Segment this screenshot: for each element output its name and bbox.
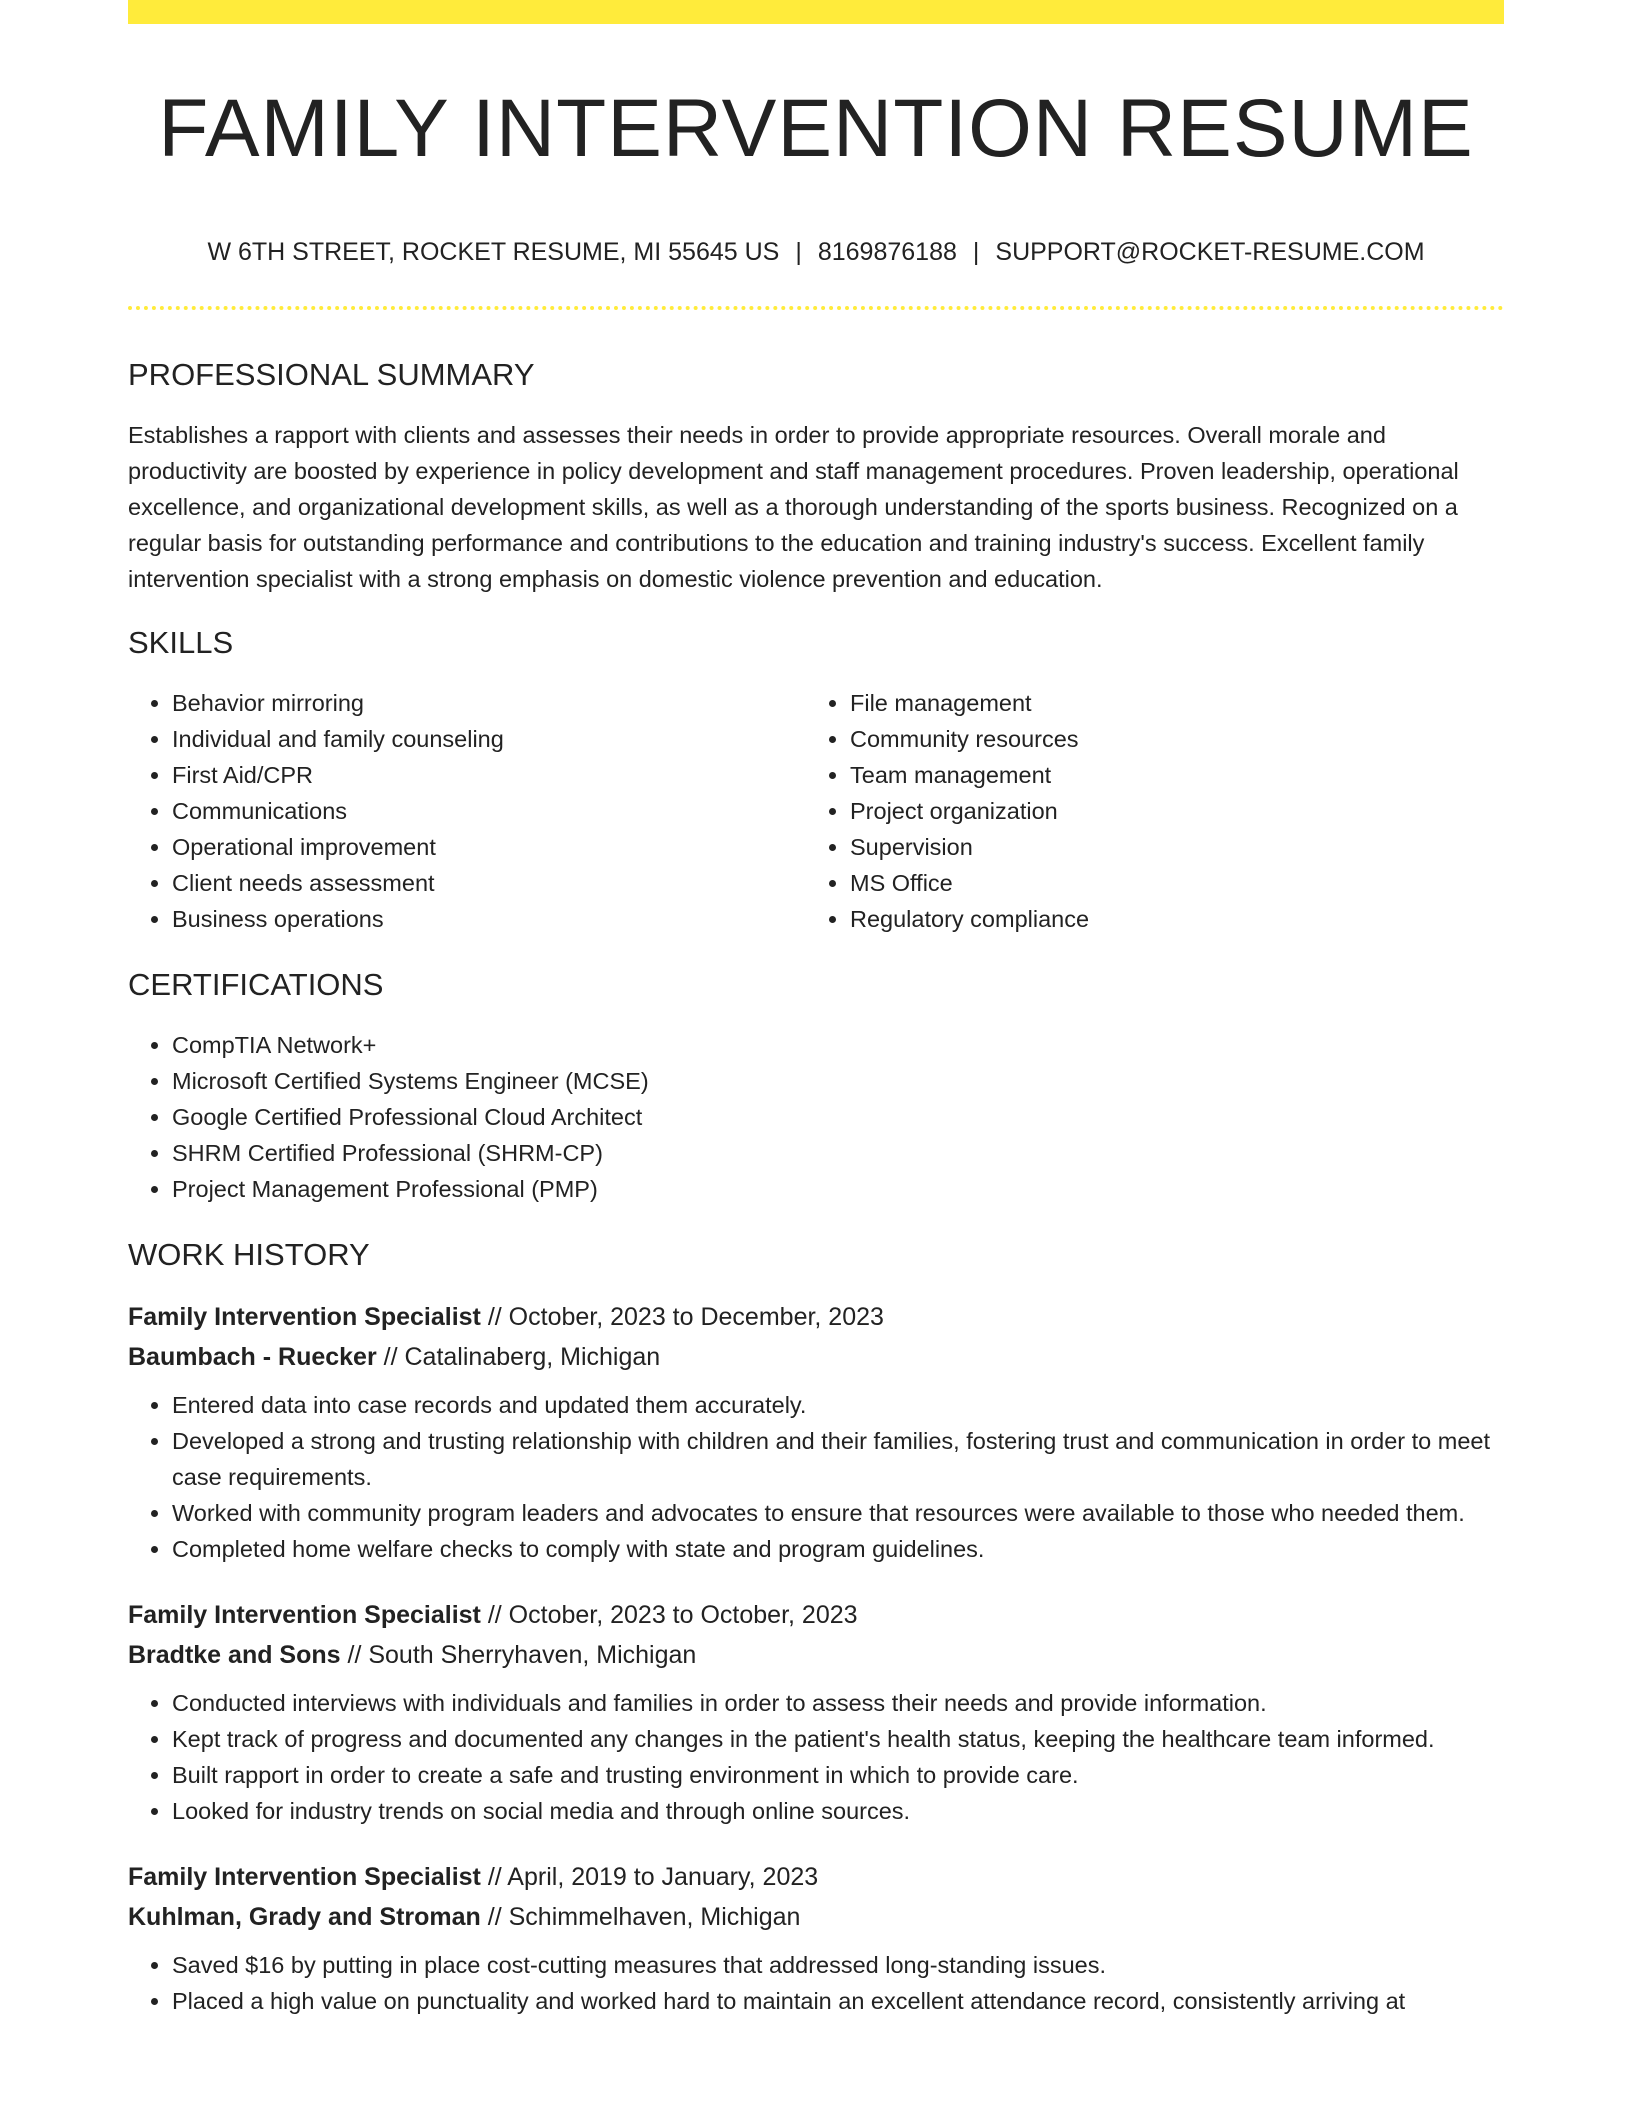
resume-title: FAMILY INTERVENTION RESUME [158, 83, 1474, 174]
certifications-list [128, 1027, 1504, 1207]
job-bullet: • Kept track of progress and documented any changes in the patient's health status, keeping the healthcare team informed. [172, 1721, 1504, 1757]
job-bullet: • Completed home welfare checks to comply with state and program guidelines. [172, 1531, 1504, 1567]
skill-item: • First Aid/CPR [172, 757, 806, 793]
skills-section [128, 623, 1504, 937]
skill-item: • Regulatory compliance [850, 901, 1484, 937]
job-bullet-list [128, 1947, 1504, 2019]
job-bullet-list [128, 1685, 1504, 1829]
top-accent-bar [128, 0, 1504, 24]
contact-address: W 6TH STREET, ROCKET RESUME, MI 55645 US [207, 238, 780, 266]
skill-item: • MS Office [850, 865, 1484, 901]
certification-item: • Microsoft Certified Systems Engineer (MCSE) [172, 1063, 1504, 1099]
job-bullet: • Conducted interviews with individuals and families in order to assess their needs and provide information. [172, 1685, 1504, 1721]
certifications-heading: CERTIFICATIONS [128, 967, 384, 1002]
skill-item: • Supervision [850, 829, 1484, 865]
job-bullet: • Placed a high value on punctuality and worked hard to maintain an excellent attendance record, consistently arriving at [172, 1983, 1504, 2019]
job-company: Bradtke and Sons [128, 1641, 341, 1669]
job-company-line [128, 1337, 1504, 1377]
job-title-line [128, 1595, 1504, 1635]
certifications-section [128, 965, 1504, 1207]
job-dates: // October, 2023 to December, 2023 [487, 1303, 884, 1331]
contact-email: SUPPORT@ROCKET-RESUME.COM [995, 238, 1425, 266]
summary-section [128, 355, 1504, 597]
skills-column-left [128, 685, 806, 937]
skills-heading: SKILLS [128, 625, 234, 660]
certification-item: • Google Certified Professional Cloud Architect [172, 1099, 1504, 1135]
skill-item: • Project organization [850, 793, 1484, 829]
job-bullet-list [128, 1387, 1504, 1567]
skills-list-right [806, 685, 1484, 937]
skills-grid [128, 685, 1504, 937]
work-history-section [128, 1235, 1504, 2019]
job-location: // South Sherryhaven, Michigan [347, 1641, 697, 1669]
summary-heading: PROFESSIONAL SUMMARY [128, 357, 535, 392]
job-bullet: • Developed a strong and trusting relationship with children and their families, fostering trust and communication in order to meet case requirements. [172, 1423, 1504, 1495]
skill-item: • Communications [172, 793, 806, 829]
contact-separator: | [795, 238, 802, 266]
job-bullet: • Saved $16 by putting in place cost-cutting measures that addressed long-standing issues. [172, 1947, 1504, 1983]
job-title: Family Intervention Specialist [128, 1601, 481, 1629]
contact-separator: | [972, 238, 980, 266]
contact-phone: 8169876188 [817, 238, 957, 266]
job-company-line [128, 1635, 1504, 1675]
job-title: Family Intervention Specialist [128, 1303, 481, 1331]
job-entry [128, 1595, 1504, 1829]
job-bullet: • Looked for industry trends on social media and through online sources. [172, 1793, 1504, 1829]
skill-item: • Client needs assessment [172, 865, 806, 901]
work-history-heading: WORK HISTORY [128, 1237, 370, 1272]
job-company: Kuhlman, Grady and Stroman [128, 1903, 481, 1931]
header-divider [128, 306, 1504, 310]
contact-line [128, 238, 1504, 267]
skills-column-right [806, 685, 1484, 937]
skill-item: • Operational improvement [172, 829, 806, 865]
job-company-line [128, 1897, 1504, 1937]
job-location: // Schimmelhaven, Michigan [487, 1903, 801, 1931]
job-entry [128, 1857, 1504, 2019]
job-title-line [128, 1297, 1504, 1337]
job-company: Baumbach - Ruecker [128, 1343, 377, 1371]
resume-content [128, 355, 1504, 2047]
skill-item: • File management [850, 685, 1484, 721]
certification-item: • Project Management Professional (PMP) [172, 1171, 1504, 1207]
job-title: Family Intervention Specialist [128, 1863, 481, 1891]
skills-list-left [128, 685, 806, 937]
job-location: // Catalinaberg, Michigan [383, 1343, 661, 1371]
job-dates: // April, 2019 to January, 2023 [487, 1863, 819, 1891]
skill-item: • Behavior mirroring [172, 685, 806, 721]
skill-item: • Community resources [850, 721, 1484, 757]
job-bullet: • Entered data into case records and updated them accurately. [172, 1387, 1504, 1423]
skill-item: • Business operations [172, 901, 806, 937]
job-title-line [128, 1857, 1504, 1897]
skill-item: • Team management [850, 757, 1484, 793]
summary-text: Establishes a rapport with clients and assesses their needs in order to provide appropriate resources. Overall morale and productivity are boosted by experience in policy development and staff management procedures. Proven leadership, operational excellence, and organizational development skills, as well as a thorough understanding of the sports business. Recognized on a regular basis for outstanding performance and contributions to the education and training industry's success. Excellent family intervention specialist with a strong emphasis on domestic violence prevention and education. [128, 422, 1459, 592]
certification-item: • CompTIA Network+ [172, 1027, 1504, 1063]
job-bullet: • Worked with community program leaders and advocates to ensure that resources were available to those who needed them. [172, 1495, 1504, 1531]
job-entry [128, 1297, 1504, 1567]
job-bullet: • Built rapport in order to create a safe and trusting environment in which to provide care. [172, 1757, 1504, 1793]
certification-item: • SHRM Certified Professional (SHRM-CP) [172, 1135, 1504, 1171]
job-dates: // October, 2023 to October, 2023 [487, 1601, 858, 1629]
skill-item: • Individual and family counseling [172, 721, 806, 757]
